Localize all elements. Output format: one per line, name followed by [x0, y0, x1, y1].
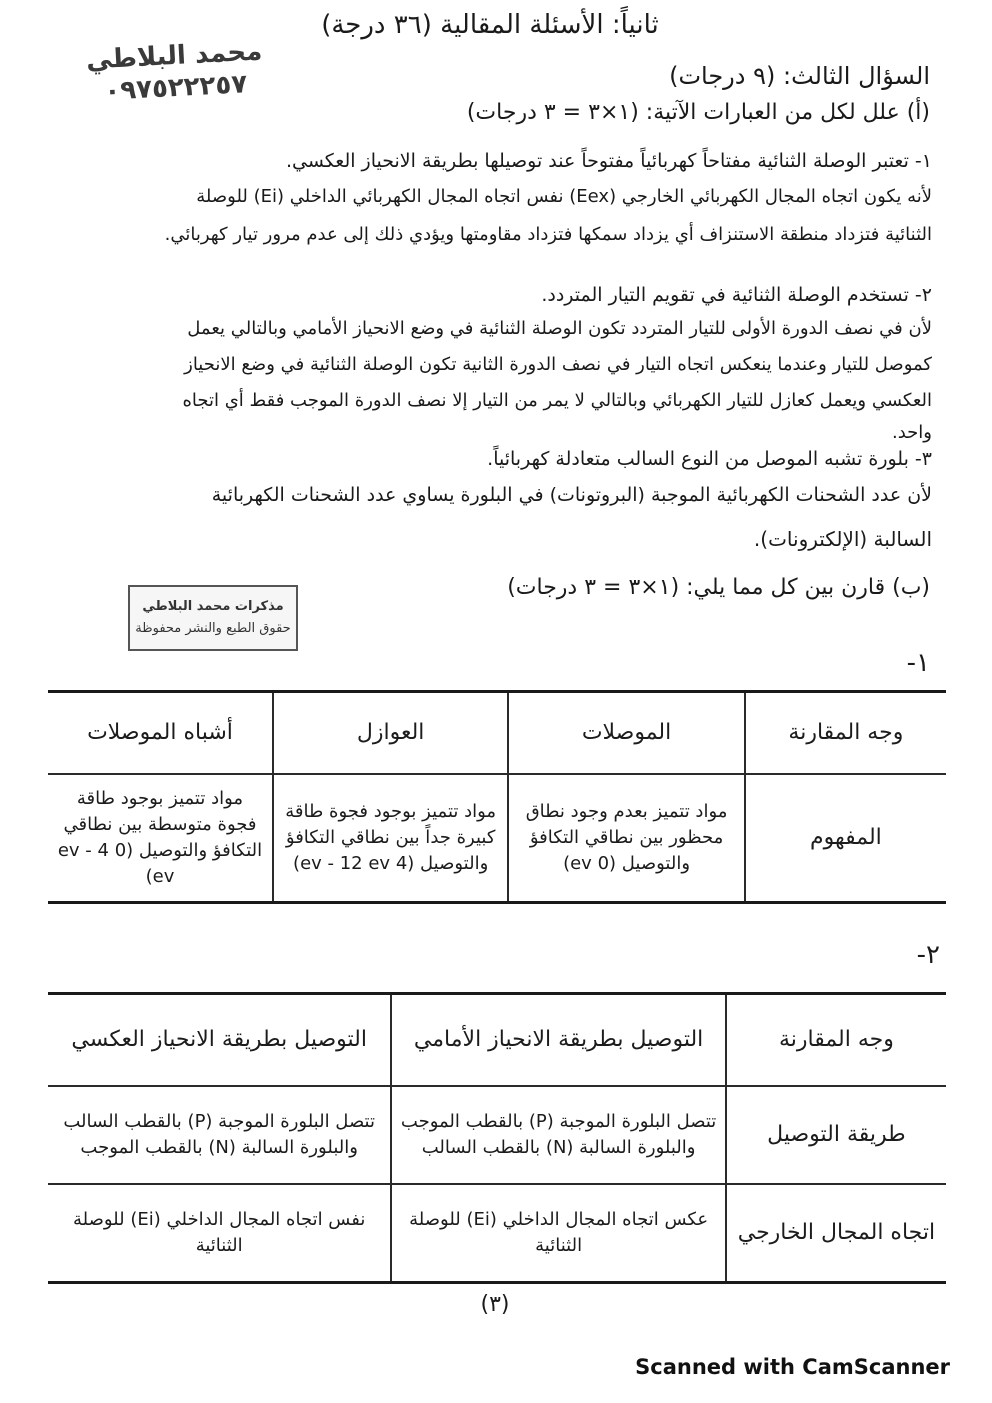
author-stamp	[78, 35, 271, 109]
item-2-answer-line: العكسي ويعمل كعازل للتيار الكهربائي وبالتالي لا يمر من التيار إلا نصف الدورة الموجب فقط أي اتجاه	[182, 390, 932, 411]
scanner-watermark: Scanned with CamScanner	[635, 1355, 950, 1379]
item-2-answer-line: كموصل للتيار وعندما ينعكس اتجاه التيار في نصف الدورة الثانية تكون الوصلة الثنائية في وضع الانحياز	[184, 354, 932, 375]
table-header-cell: وجه المقارنة	[745, 692, 946, 775]
table-header-row	[48, 692, 946, 775]
author-stamp-name: محمد البلاطي	[85, 36, 263, 76]
table-header-cell: الموصلات	[508, 692, 744, 775]
item-3-statement: ٣- بلورة تشبه الموصل من النوع السالب متعادلة كهربائياً.	[487, 448, 932, 470]
table-row	[48, 1184, 946, 1283]
table-header-cell: وجه المقارنة	[726, 994, 946, 1087]
item-2-statement: ٢- تستخدم الوصلة الثنائية في تقويم التيار المتردد.	[541, 284, 932, 306]
table-cell: مواد تتميز بوجود طاقة فجوة متوسطة بين نطاقي التكافؤ والتوصيل (0 ev - 4 ev)	[48, 774, 273, 903]
question-title: السؤال الثالث: (٩ درجات)	[669, 62, 930, 90]
table-header-cell: أشباه الموصلات	[48, 692, 273, 775]
table-header-cell: التوصيل بطريقة الانحياز العكسي	[48, 994, 391, 1087]
table-2-label: ٢-	[916, 940, 940, 970]
table-header-cell: العوازل	[273, 692, 508, 775]
item-2-answer-line: لأن في نصف الدورة الأولى للتيار المتردد تكون الوصلة الثنائية في وضع الانحياز الأمامي وبالتالي يعمل	[187, 318, 932, 339]
copyright-stamp-line1: مذكرات محمد البلاطي	[142, 599, 284, 614]
table-cell: طريقة التوصيل	[726, 1086, 946, 1184]
table-cell: نفس اتجاه المجال الداخلي (Ei) للوصلة الثنائية	[48, 1184, 391, 1283]
table-row	[48, 1086, 946, 1184]
table-row	[48, 774, 946, 903]
copyright-stamp	[128, 585, 298, 651]
table-cell: اتجاه المجال الخارجي	[726, 1184, 946, 1283]
table-header-row	[48, 994, 946, 1087]
item-1-answer-line: الثنائية فتزداد منطقة الاستنزاف أي يزداد سمكها فتزداد مقاومتها ويؤدي ذلك إلى عدم مرور تيار كهربائي.	[164, 224, 932, 245]
table-cell: تتصل البلورة الموجبة (P) بالقطب السالب والبلورة السالبة (N) بالقطب الموجب	[48, 1086, 391, 1184]
author-stamp-phone: ٠٩٧٥٢٢٢٥٧	[103, 69, 248, 107]
section-title: ثانياً: الأسئلة المقالية (٣٦ درجة)	[321, 10, 659, 40]
table-cell: المفهوم	[745, 774, 946, 903]
table-cell: تتصل البلورة الموجبة (P) بالقطب الموجب والبلورة السالبة (N) بالقطب السالب	[391, 1086, 725, 1184]
item-2-answer-line: واحد.	[892, 422, 932, 443]
item-1-statement: ١- تعتبر الوصلة الثنائية مفتاحاً كهربائياً مفتوحاً عند توصيلها بطريقة الانحياز العكسي.	[285, 150, 932, 172]
part-a-title: (أ) علل لكل من العبارات الآتية: (١×٣ = ٣ درجات)	[466, 100, 930, 125]
table-cell: مواد تتميز بعدم وجود نطاق محظور بين نطاقي التكافؤ والتوصيل (0 ev)	[508, 774, 744, 903]
copyright-stamp-line2: حقوق الطبع والنشر محفوظة	[135, 621, 291, 636]
table-cell: مواد تتميز بوجود فجوة طاقة كبيرة جداً بين نطاقي التكافؤ والتوصيل (4 ev - 12 ev)	[273, 774, 508, 903]
table-header-cell: التوصيل بطريقة الانحياز الأمامي	[391, 994, 725, 1087]
part-b-title: (ب) قارن بين كل مما يلي: (١×٣ = ٣ درجات)	[507, 575, 930, 600]
item-1-answer-line: لأنه يكون اتجاه المجال الكهربائي الخارجي (Eex) نفس اتجاه المجال الكهربائي الداخلي (Ei) للوصلة	[196, 186, 932, 207]
item-3-answer-line: لأن عدد الشحنات الكهربائية الموجبة (البروتونات) في البلورة يساوي عدد الشحنات الكهربائية	[211, 484, 932, 506]
page-number: (٣)	[480, 1292, 510, 1317]
table-cell: عكس اتجاه المجال الداخلي (Ei) للوصلة الثنائية	[391, 1184, 725, 1283]
table-1-label: ١-	[906, 648, 930, 678]
comparison-table-materials	[48, 690, 946, 904]
item-3-answer-line: السالبة (الإلكترونات).	[753, 527, 932, 551]
comparison-table-bias	[48, 992, 946, 1284]
